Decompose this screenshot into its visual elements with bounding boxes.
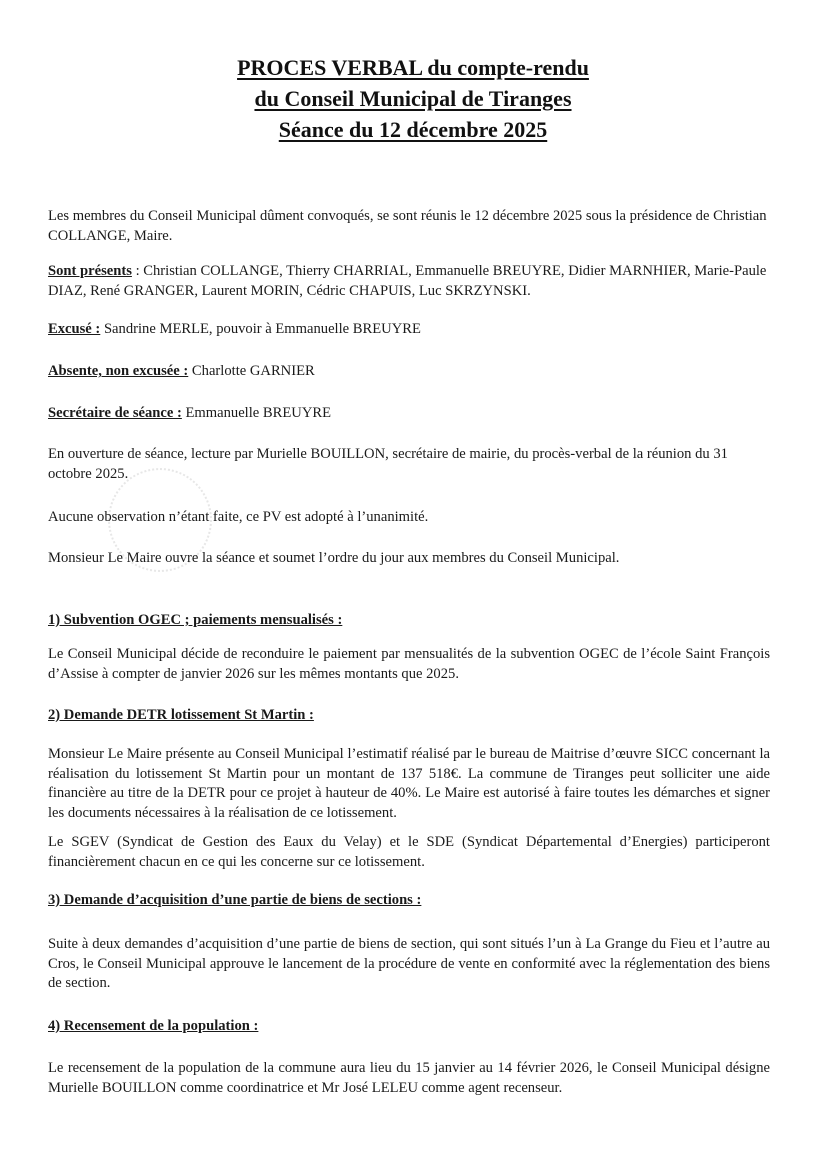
section-1-body: Le Conseil Municipal décide de reconduire le paiement par mensualités de la subvention OGEC de l’école Saint François d’Assise à compter de janvier 2026 sur les mêmes montants que 2025. — [48, 646, 770, 682]
title-line-3: Séance du 12 décembre 2025 — [278, 117, 548, 142]
intro-paragraph: Les membres du Conseil Municipal dûment convoqués, se sont réunis le 12 décembre 2025 sous la présidence de Christian COLLANGE, Maire. — [48, 208, 767, 244]
present-label: Sont présents — [48, 263, 132, 279]
title-line-1: PROCES VERBAL du compte-rendu — [237, 55, 589, 80]
agenda-intro-paragraph: Monsieur Le Maire ouvre la séance et soumet l’ordre du jour aux membres du Conseil Municipal. — [48, 550, 620, 566]
title-line-2: du Conseil Municipal de Tiranges — [254, 86, 572, 111]
secretary-label: Secrétaire de séance : — [48, 405, 182, 421]
absent-member — [48, 362, 770, 382]
adoption-paragraph: Aucune observation n’étant faite, ce PV est adopté à l’unanimité. — [48, 509, 429, 525]
present-separator: : — [131, 263, 144, 279]
section-1-heading: 1) Subvention OGEC ; paiements mensualisés : — [48, 612, 343, 628]
section-3-body: Suite à deux demandes d’acquisition d’une partie de biens de section, qui sont situés l’un à La Grange du Fieu et l’autre au Cros, le Conseil Municipal approuve le lancement de la procédure de vente en conformité avec la réglementation des biens de section. — [48, 936, 770, 991]
absent-label: Absente, non excusée : — [48, 363, 189, 379]
section-4-heading: 4) Recensement de la population : — [48, 1018, 259, 1034]
absent-value: Charlotte GARNIER — [188, 363, 315, 379]
section-2-heading: 2) Demande DETR lotissement St Martin : — [48, 707, 314, 723]
section-4-body: Le recensement de la population de la commune aura lieu du 15 janvier au 14 février 2026, le Conseil Municipal désigne Murielle BOUILLON comme coordinatrice et Mr José LELEU comme agent recenseur. — [48, 1060, 770, 1096]
section-2-body: Monsieur Le Maire présente au Conseil Municipal l’estimatif réalisé par le bureau de Maitrise d’œuvre SICC concernant la réalisation du lotissement St Martin pour un montant de 137 518€. La commune de Tiranges peut solliciter une aide financière au titre de la DETR pour ce projet à hauteur de 40%. Le Maire est autorisé à faire toutes les démarches et signer les documents nécessaires à la réalisation de ce lotissement. — [48, 746, 770, 821]
secretary-value: Emmanuelle BREUYRE — [181, 405, 332, 421]
present-members — [48, 262, 770, 301]
section-2-body-continued: Le SGEV (Syndicat de Gestion des Eaux du Velay) et le SDE (Syndicat Départemental d’Energies) participeront financièrement chacun en ce qui les concerne sur ce lotissement. — [48, 834, 770, 870]
excused-member — [48, 320, 770, 340]
excused-label: Excusé : — [48, 321, 101, 337]
excused-value: Sandrine MERLE, pouvoir à Emmanuelle BREUYRE — [100, 321, 421, 337]
document-title — [0, 52, 826, 145]
section-3-heading: 3) Demande d’acquisition d’une partie de biens de sections : — [48, 892, 422, 908]
session-secretary — [48, 404, 770, 424]
present-value: Christian COLLANGE, Thierry CHARRIAL, Emmanuelle BREUYRE, Didier MARNHIER, Marie-Paule DIAZ, René GRANGER, Laurent MORIN, Cédric CHAPUIS, Luc SKRZYNSKI. — [48, 263, 767, 299]
opening-paragraph: En ouverture de séance, lecture par Murielle BOUILLON, secrétaire de mairie, du procès-verbal de la réunion du 31 octobre 2025. — [48, 446, 728, 482]
